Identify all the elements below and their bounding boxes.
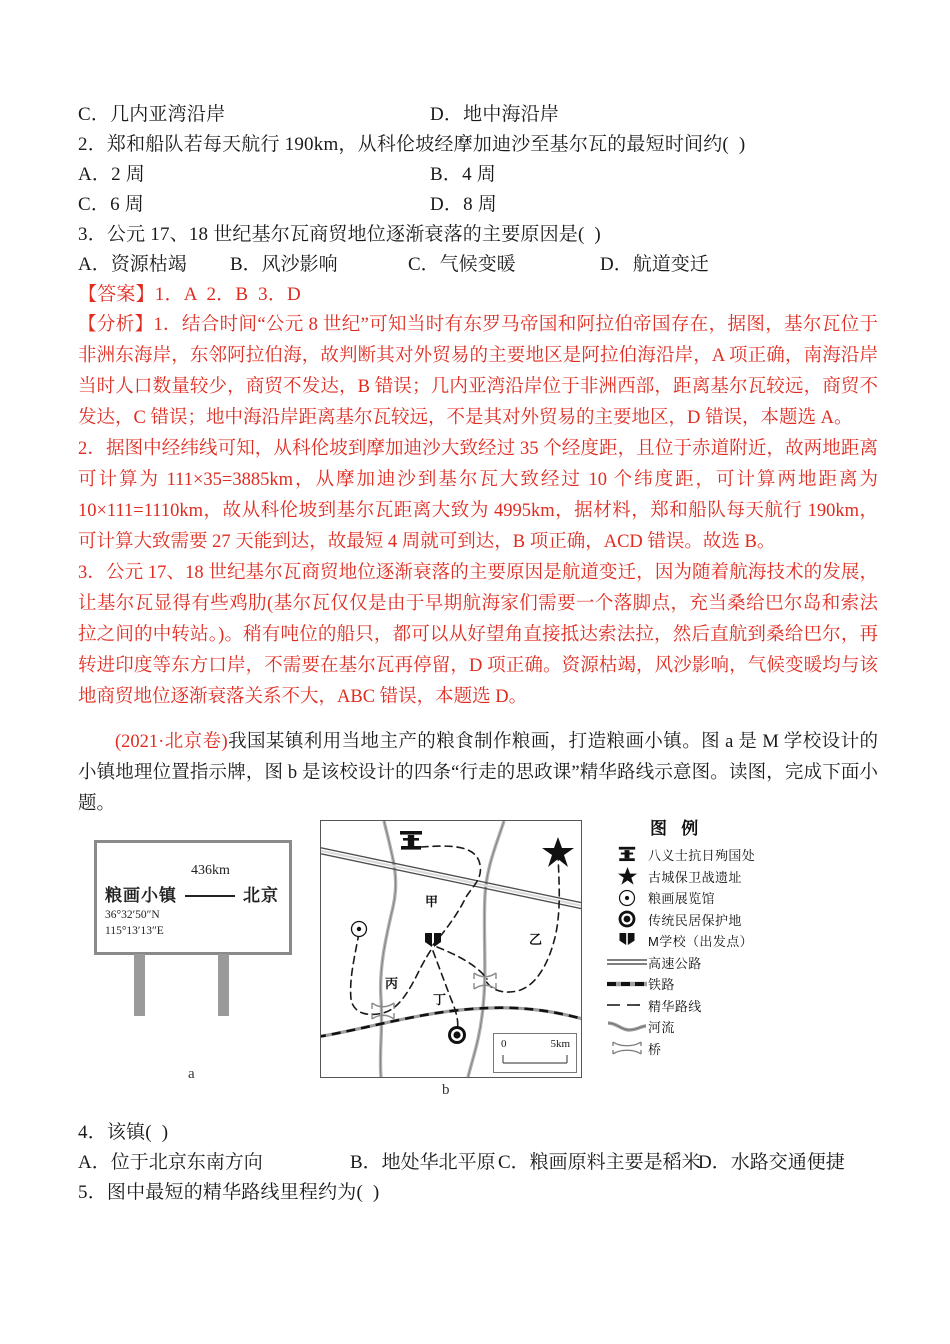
q4-option-a: A．位于北京东南方向: [78, 1152, 263, 1173]
question-3-stem: 3．公元 17、18 世纪基尔瓦商贸地位逐渐衰落的主要原因是( ): [78, 224, 601, 245]
expressway-group: [321, 847, 581, 909]
question-2-options-ab: [78, 160, 878, 190]
legend-item: [606, 887, 886, 909]
bridge-icon: [606, 1039, 648, 1057]
q3-option-a: A．资源枯竭: [78, 254, 187, 275]
sign-latitude: 36°32′50″N: [105, 909, 160, 921]
circle-dot-icon: [352, 922, 367, 937]
sign-longitude: 115°13′13″E: [105, 925, 164, 937]
sign-town-name: 粮画小镇: [105, 886, 177, 905]
railway-dash-icon: [606, 975, 648, 993]
legend-item: [606, 1016, 886, 1038]
document-body: [78, 100, 878, 820]
analysis-paragraph-1: 【分析】1．结合时间“公元 8 世纪”可知当时有东罗马帝国和阿拉伯帝国存在，据图，基尔瓦位于非洲东海岸，东邻阿拉伯海，故判断其对外贸易的主要地区是阿拉伯海沿岸，A 项正确，南海沿岸当时人口数量较少，商贸不发达，B 错误；几内亚湾沿岸位于非洲西部，距离基尔瓦较远，商贸不发达，C 错误；地中海沿岸距离基尔瓦较远，不是其对外贸易的主要地区，D 错误，本题选 A。: [78, 315, 878, 428]
dashed-line-icon: [606, 996, 648, 1014]
legend-item-label: 河流: [648, 1020, 675, 1036]
legend-item-label: 古城保卫战遗址: [648, 869, 742, 885]
legend-item: [606, 909, 886, 931]
route-label-ding: 丁: [433, 992, 447, 1007]
q1-option-c: C．几内亚湾沿岸: [78, 104, 226, 125]
gate-monument-icon: [400, 831, 422, 850]
q1-option-d: D．地中海沿岸: [430, 104, 560, 125]
legend-item-label: M学校（出发点）: [648, 934, 754, 950]
q3-option-b: B．风沙影响: [230, 254, 338, 275]
sign-right-post: [218, 954, 229, 1016]
river-curve-icon: [606, 1018, 648, 1036]
legend-item: [606, 952, 886, 974]
passage-block: [78, 727, 878, 820]
question-2-stem: 2．郑和船队若每天航行 190km，从科伦坡经摩加迪沙至基尔瓦的最短时间约( ): [78, 134, 746, 155]
route-label-jia: 甲: [425, 894, 439, 909]
legend-item-label: 高速公路: [648, 955, 702, 971]
gate-monument-icon: [606, 846, 648, 864]
scale-zero-label: 0: [501, 1038, 507, 1050]
star-icon: [542, 837, 574, 867]
answer-line: 【答案】1．A 2．B 3．D: [78, 284, 301, 305]
double-line-icon: [606, 953, 648, 971]
question-3-options: [78, 250, 878, 280]
legend-item: [606, 995, 886, 1017]
question-1-options-cd: [78, 100, 878, 130]
question-5-stem: 5．图中最短的精华路线里程约为( ): [78, 1182, 380, 1203]
analysis-paragraph-3: 3．公元 17、18 世纪基尔瓦商贸地位逐渐衰落的主要原因是航道变迁，因为随着航海技术的发展，让基尔瓦显得有些鸡肋(基尔瓦仅仅是由于早期航海家们需要一个落脚点，充当桑给巴尔岛和索法拉之间的中转站。)。稍有吨位的船只，都可以从好望角直接抵达索法拉，然后直航到桑给巴尔，再转进印度等东方口岸，不需要在基尔瓦再停留，D 项正确。资源枯竭，风沙影响，气候变暖均与该地商贸地位逐渐衰落关系不大，ABC 错误，本题选 D。: [78, 563, 878, 707]
map-legend: [606, 814, 886, 1059]
q2-option-d: D．8 周: [430, 194, 497, 215]
question-4-options: [78, 1148, 888, 1178]
legend-item-label: 传统民居保护地: [648, 912, 742, 928]
q4-option-c: C．粮画原料主要是稻米: [498, 1152, 701, 1173]
q4-option-b: B．地处华北平原: [350, 1152, 496, 1173]
legend-item: [606, 973, 886, 995]
sign-left-post: [134, 954, 145, 1016]
school-flag-icon: [606, 932, 648, 950]
legend-item: [606, 930, 886, 952]
question-4-stem: 4．该镇( ): [78, 1122, 169, 1143]
route-connector: [437, 947, 487, 979]
scale-bracket: [501, 1054, 571, 1066]
legend-item: [606, 1038, 886, 1060]
filled-ring-icon: [606, 910, 648, 928]
circle-dot-icon: [606, 889, 648, 907]
q2-option-c: C．6 周: [78, 194, 144, 215]
route-label-yi: 乙: [529, 932, 543, 947]
legend-item-label: 粮画展览馆: [648, 891, 716, 907]
analysis-paragraph-2: 2．据图中经纬线可知，从科伦坡到摩加迪沙大致经过 35 个经度距，且位于赤道附近，故两地距离可计算为 111×35=3885km，从摩加迪沙到基尔瓦大致经过 10 个纬度距，可计算两地距离为 10×111=1110km，故从科伦坡到基尔瓦距离大致为 4995km，据材料，郑和船队每天航行 190km，可计算大致需要 27 天能到达，故最短 4 周就可到达，B 项正确，ACD 错误。故选 B。: [78, 439, 878, 552]
legend-title: 图 例: [650, 819, 704, 838]
figure-a-caption: a: [188, 1066, 195, 1082]
figure-b-route-map: [320, 820, 582, 1098]
sign-board: [94, 840, 292, 955]
q2-option-b: B．4 周: [430, 164, 496, 185]
route-label-bing: 丙: [385, 976, 399, 991]
route-yi: [486, 853, 559, 992]
legend-item: [606, 844, 886, 866]
legend-item-label: 八义士抗日殉国处: [648, 848, 756, 864]
question-2-options-cd: [78, 190, 878, 220]
filled-ring-icon: [448, 1026, 466, 1044]
passage-text: 我国某镇利用当地主产的粮食制作粮画，打造粮画小镇。图 a 是 M 学校设计的小镇地理位置指示牌，图 b 是该校设计的四条“行走的思政课”精华路线示意图。读图，完成下面小题。: [78, 732, 878, 814]
legend-item: [606, 866, 886, 888]
sign-distance: 436km: [191, 863, 230, 878]
map-scale-bar: [493, 1033, 577, 1073]
sign-city-name: 北京: [243, 886, 279, 905]
figure-b-caption: b: [442, 1082, 450, 1098]
sign-connector-line: [185, 895, 235, 897]
legend-item-label: 精华路线: [648, 998, 702, 1014]
star-icon: [606, 867, 648, 885]
legend-item-label: 桥: [648, 1041, 662, 1057]
map-frame: [320, 820, 582, 1078]
q3-option-d: D．航道变迁: [600, 254, 709, 275]
legend-item-label: 铁路: [648, 977, 675, 993]
q2-option-a: A．2 周: [78, 164, 145, 185]
q3-option-c: C．气候变暖: [408, 254, 516, 275]
q4-option-d: D．水路交通便捷: [698, 1152, 845, 1173]
passage-source: (2021·北京卷): [115, 732, 228, 752]
figure-group: [78, 808, 888, 1098]
tail-questions: [78, 1118, 888, 1208]
figure-a-road-sign: [78, 808, 328, 1082]
scale-max-label: 5km: [550, 1038, 570, 1050]
